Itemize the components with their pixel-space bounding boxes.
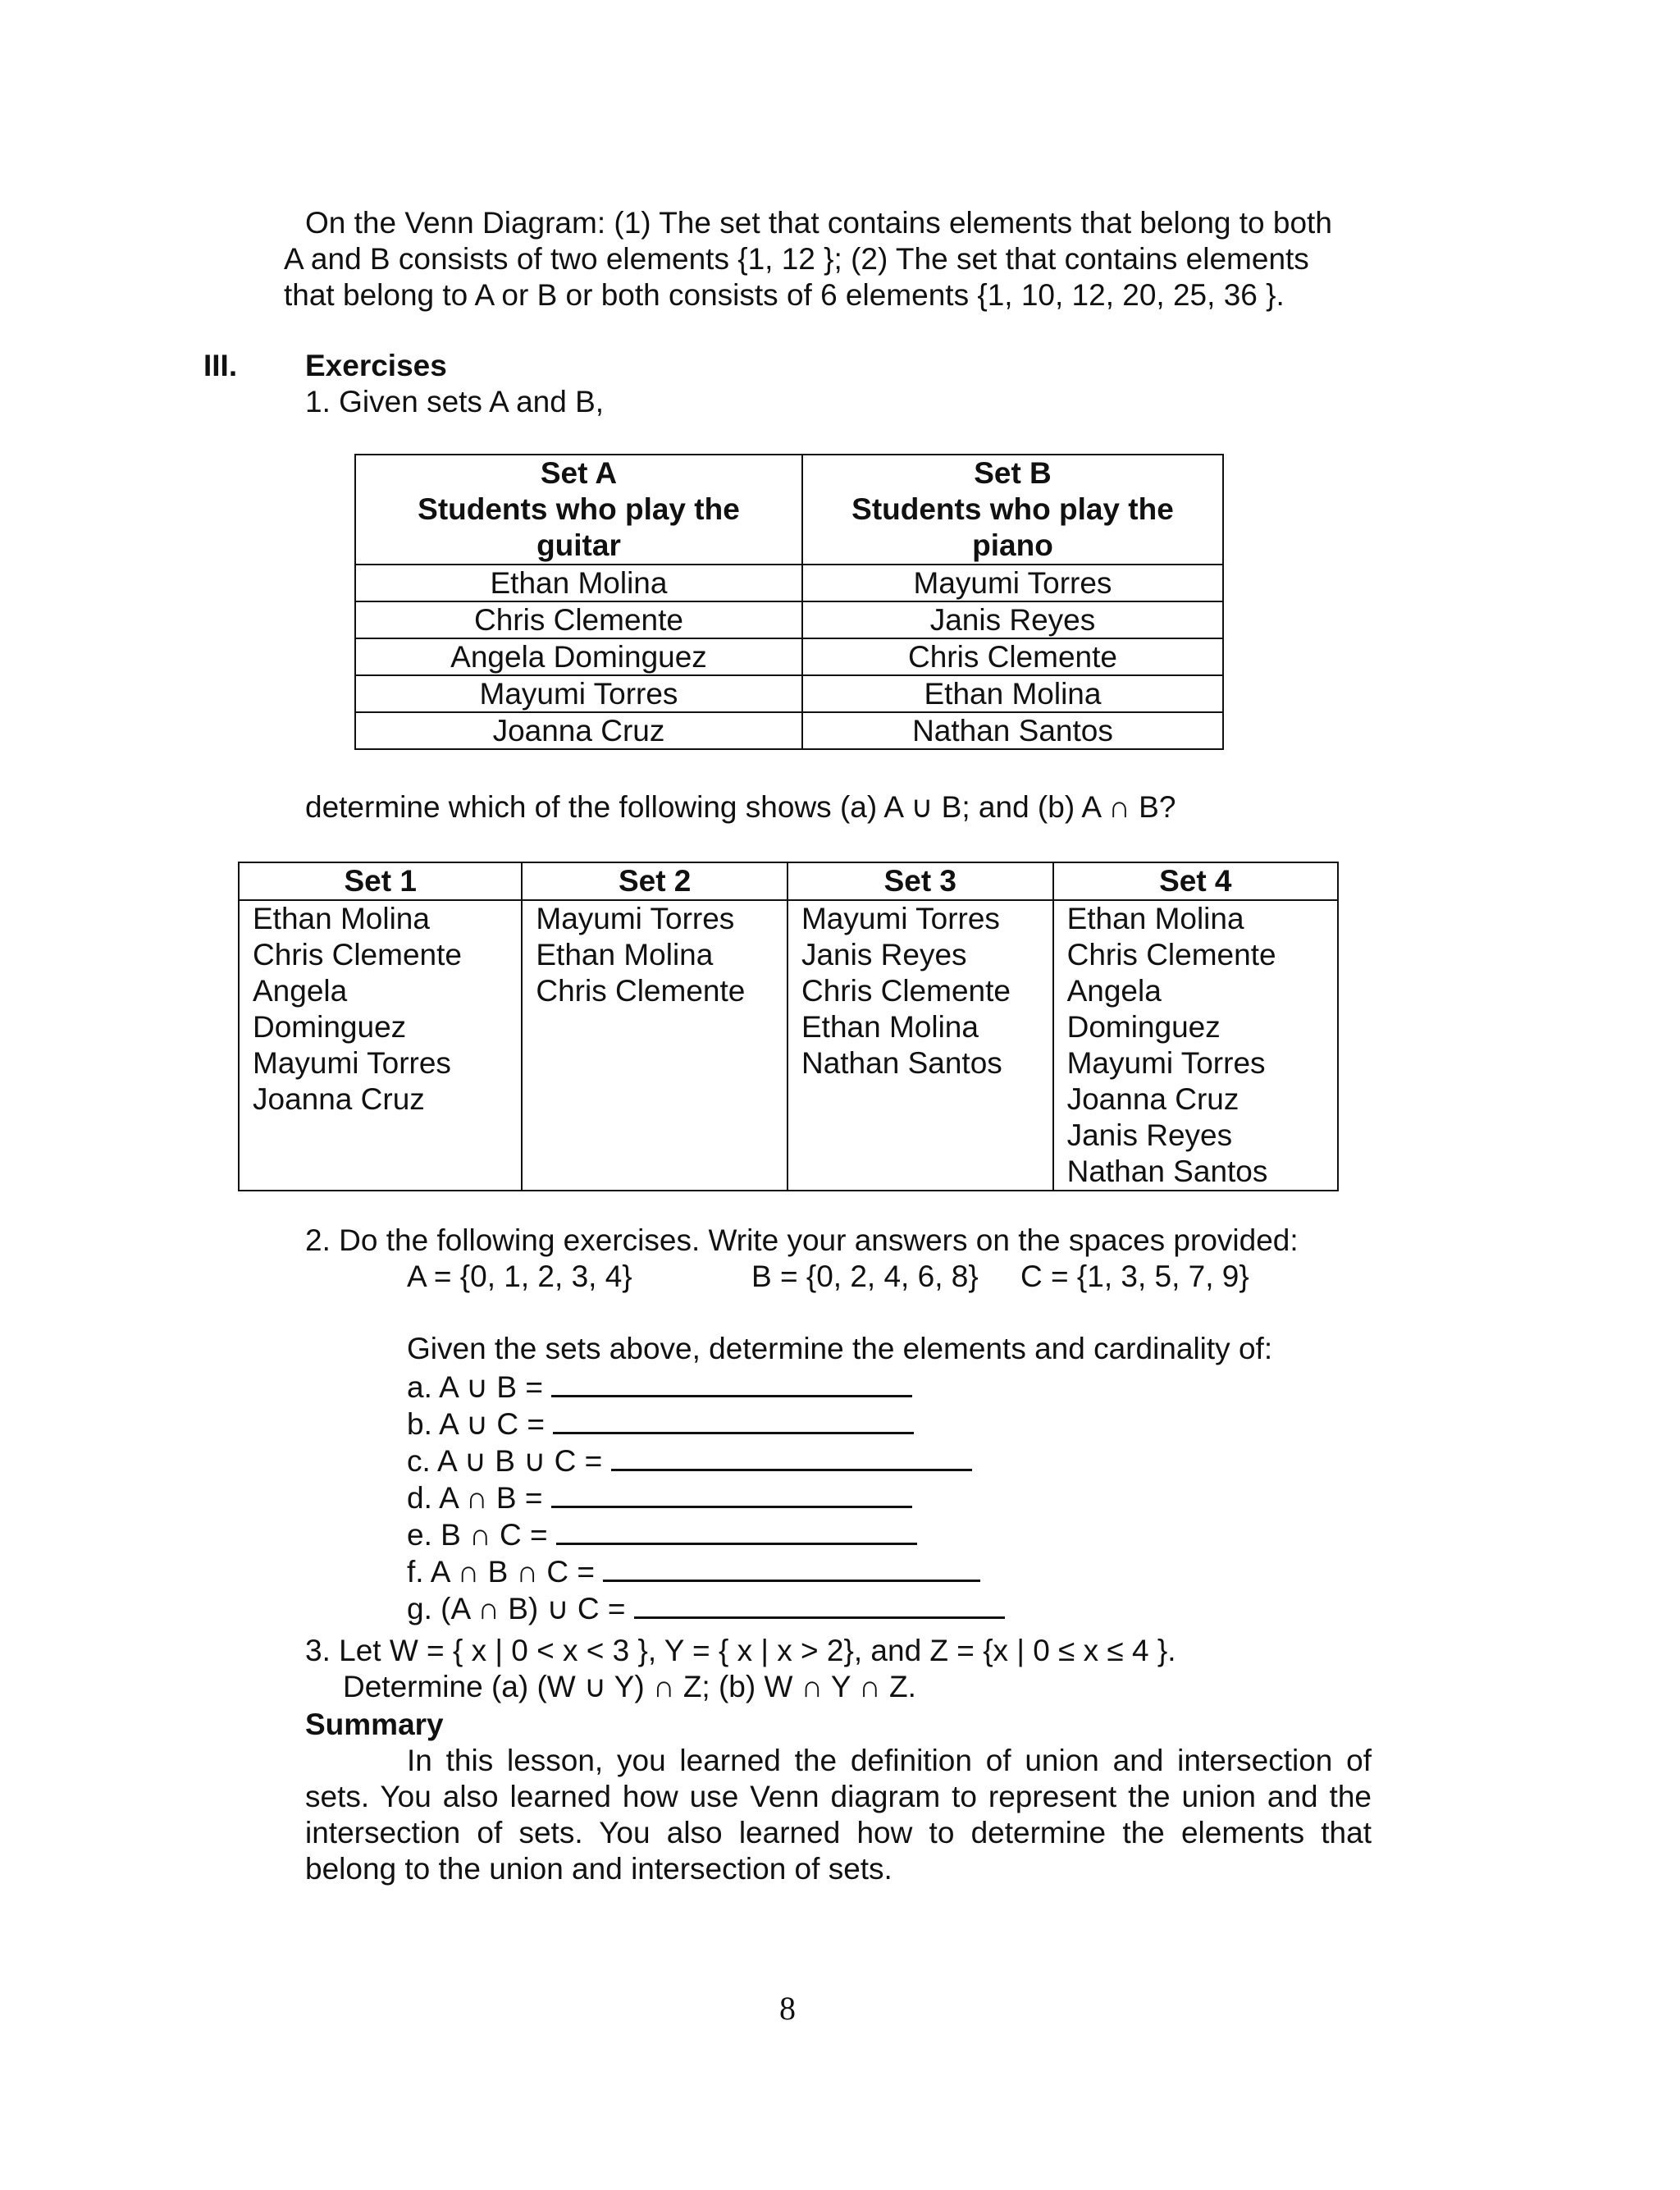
list-item: Nathan Santos: [801, 1046, 1002, 1080]
page-number: 8: [779, 1990, 796, 2027]
exercise-2-prompt: 2. Do the following exercises. Write your answers on the spaces provided:: [305, 1223, 1299, 1257]
answer-blank[interactable]: [603, 1552, 980, 1582]
set-4-cell: [1053, 900, 1338, 1191]
set-a-header-line-3: guitar: [536, 528, 621, 562]
list-item: Joanna Cruz: [1066, 1082, 1239, 1116]
set-b-header-line-2: Students who play the: [851, 492, 1174, 526]
list-item: Nathan Santos: [1066, 1154, 1268, 1188]
set-a-definition: A = {0, 1, 2, 3, 4}: [407, 1260, 632, 1293]
table-cell: Joanna Cruz: [355, 712, 802, 749]
summary-line-2: sets. You also learned how use Venn diagram to represent the union and the: [305, 1780, 1372, 1813]
item-label: d. A ∩ B =: [407, 1481, 551, 1515]
set-b-header: [802, 455, 1223, 565]
list-item: Ethan Molina: [536, 938, 714, 972]
set-1-cell: [239, 900, 522, 1191]
answer-blank[interactable]: [551, 1478, 912, 1508]
list-item: Joanna Cruz: [253, 1082, 425, 1116]
item-label: c. A ∪ B ∪ C =: [407, 1444, 611, 1478]
item-label: a. A ∪ B =: [407, 1370, 552, 1404]
exercise-2-instruction: Given the sets above, determine the elements and cardinality of:: [407, 1332, 1273, 1365]
table-row: [239, 900, 1338, 1191]
set-1-header: Set 1: [239, 862, 522, 900]
table-header-row: [239, 862, 1338, 900]
table-cell: Janis Reyes: [802, 601, 1223, 638]
exercise-2-item-e: [407, 1515, 917, 1553]
exercise-2-item-c: [407, 1441, 972, 1479]
summary-line-4: belong to the union and intersection of sets.: [305, 1852, 892, 1886]
summary-line-3: intersection of sets. You also learned how to determine the elements that: [305, 1816, 1372, 1849]
set-c-definition: C = {1, 3, 5, 7, 9}: [1020, 1260, 1249, 1293]
table-header-row: [355, 455, 1223, 565]
table-row: [355, 638, 1223, 675]
table-cell: Angela Dominguez: [355, 638, 802, 675]
exercise-2-item-b: [407, 1404, 914, 1442]
list-item: Angela: [253, 974, 348, 1008]
table-cell: Mayumi Torres: [802, 565, 1223, 601]
answer-blank[interactable]: [551, 1367, 912, 1397]
table-cell: Chris Clemente: [802, 638, 1223, 675]
section-title: Exercises: [305, 349, 447, 382]
exercise-1-question: determine which of the following shows (a) A ∪ B; and (b) A ∩ B?: [305, 790, 1176, 824]
section-numeral: III.: [203, 349, 238, 382]
table-cell: Ethan Molina: [802, 675, 1223, 712]
list-item: Mayumi Torres: [801, 902, 1000, 935]
exercise-3-line-2: Determine (a) (W ∪ Y) ∩ Z; (b) W ∩ Y ∩ Z.: [343, 1670, 916, 1703]
set-3-cell: [788, 900, 1053, 1191]
exercise-1-prompt: 1. Given sets A and B,: [305, 385, 605, 418]
list-item: Angela: [1066, 974, 1162, 1008]
sets-a-b-table: [354, 454, 1224, 750]
item-label: e. B ∩ C =: [407, 1518, 556, 1552]
exercise-2-item-a: [407, 1367, 912, 1406]
list-item: Mayumi Torres: [1066, 1046, 1266, 1080]
list-item: Chris Clemente: [536, 974, 746, 1008]
table-cell: Chris Clemente: [355, 601, 802, 638]
list-item: Janis Reyes: [801, 938, 967, 972]
set-b-header-title: Set B: [974, 456, 1052, 490]
answer-blank[interactable]: [611, 1441, 972, 1471]
item-label: f. A ∩ B ∩ C =: [407, 1555, 604, 1589]
set-a-header-title: Set A: [540, 456, 618, 490]
exercise-3-line-1: 3. Let W = { x | 0 < x < 3 }, Y = { x | x > 2}, and Z = {x | 0 ≤ x ≤ 4 }.: [305, 1634, 1176, 1667]
set-4-header: Set 4: [1053, 862, 1338, 900]
table-cell: Ethan Molina: [355, 565, 802, 601]
set-2-header: Set 2: [522, 862, 788, 900]
list-item: Ethan Molina: [253, 902, 430, 935]
intro-line-1: On the Venn Diagram: (1) The set that contains elements that belong to both: [305, 206, 1332, 240]
summary-line-1-wrap: [305, 1743, 1372, 1779]
table-row: [355, 675, 1223, 712]
summary-title: Summary: [305, 1708, 444, 1741]
table-cell: Mayumi Torres: [355, 675, 802, 712]
item-label: b. A ∪ C =: [407, 1407, 554, 1441]
intro-line-3: that belong to A or B or both consists of 6 elements {1, 10, 12, 20, 25, 36 }.: [284, 278, 1285, 312]
list-item: Chris Clemente: [1066, 938, 1276, 972]
list-item: Dominguez: [253, 1010, 407, 1044]
set-a-header-line-2: Students who play the: [418, 492, 740, 526]
set-3-header: Set 3: [788, 862, 1053, 900]
intro-line-2: A and B consists of two elements {1, 12 }; (2) The set that contains elements: [284, 242, 1309, 276]
table-cell: Nathan Santos: [802, 712, 1223, 749]
list-item: Ethan Molina: [801, 1010, 979, 1044]
exercise-2-item-g: [407, 1589, 1005, 1627]
list-item: Ethan Molina: [1066, 902, 1244, 935]
exercise-2-item-f: [407, 1552, 980, 1590]
answer-blank[interactable]: [553, 1404, 914, 1434]
list-item: Mayumi Torres: [253, 1046, 451, 1080]
table-row: [355, 565, 1223, 601]
summary-line-1: In this lesson, you learned the definition of union and intersection of: [407, 1744, 1372, 1777]
list-item: Dominguez: [1066, 1010, 1221, 1044]
set-b-header-line-3: piano: [972, 528, 1053, 562]
exercise-2-item-d: [407, 1478, 912, 1516]
candidate-sets-table: [238, 862, 1339, 1191]
item-label: g. (A ∩ B) ∪ C =: [407, 1592, 634, 1625]
list-item: Chris Clemente: [253, 938, 462, 972]
answer-blank[interactable]: [556, 1515, 917, 1545]
set-2-cell: [522, 900, 788, 1191]
set-b-definition: B = {0, 2, 4, 6, 8}: [751, 1260, 979, 1293]
set-a-header: [355, 455, 802, 565]
table-row: [355, 712, 1223, 749]
answer-blank[interactable]: [634, 1589, 1005, 1619]
list-item: Chris Clemente: [801, 974, 1011, 1008]
list-item: Janis Reyes: [1066, 1118, 1233, 1152]
table-row: [355, 601, 1223, 638]
list-item: Mayumi Torres: [536, 902, 735, 935]
